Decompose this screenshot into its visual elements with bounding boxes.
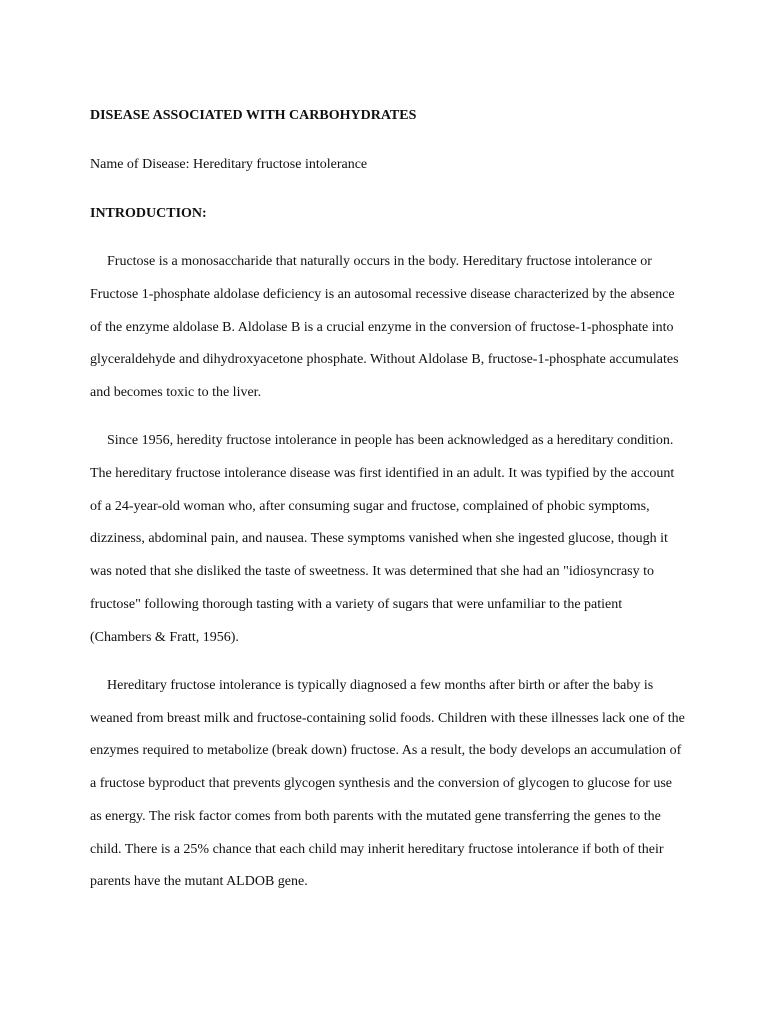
introduction-heading: INTRODUCTION: xyxy=(90,206,207,221)
paragraph-line: fructose" following thorough tasting with a variety of sugars that were unfamiliar to the patient xyxy=(90,597,623,612)
paragraph-line: Fructose is a monosaccharide that naturally occurs in the body. Hereditary fructose intolerance or xyxy=(107,254,652,269)
paragraph-line: Hereditary fructose intolerance is typically diagnosed a few months after birth or after the baby is xyxy=(107,678,654,693)
paragraph-line: a fructose byproduct that prevents glycogen synthesis and the conversion of glycogen to glucose for use xyxy=(90,776,673,791)
paragraph-line: Fructose 1-phosphate aldolase deficiency is an autosomal recessive disease characterized by the absence xyxy=(90,287,675,302)
paragraph-line: was noted that she disliked the taste of sweetness. It was determined that she had an "idiosyncrasy to xyxy=(90,564,655,579)
paragraph-line: of a 24-year-old woman who, after consuming sugar and fructose, complained of phobic symptoms, xyxy=(90,499,650,514)
document-title: DISEASE ASSOCIATED WITH CARBOHYDRATES xyxy=(90,108,417,123)
paragraph-line: The hereditary fructose intolerance disease was first identified in an adult. It was typified by the account xyxy=(90,466,675,481)
paragraph-line: dizziness, abdominal pain, and nausea. These symptoms vanished when she ingested glucose, though it xyxy=(90,531,668,546)
paragraph-line: glyceraldehyde and dihydroxyacetone phosphate. Without Aldolase B, fructose-1-phosphate accumulates xyxy=(90,352,679,367)
paragraph-line: and becomes toxic to the liver. xyxy=(90,385,262,400)
paragraph-line: (Chambers & Fratt, 1956). xyxy=(90,630,239,645)
paragraph-line: enzymes required to metabolize (break down) fructose. As a result, the body develops an accumulation of xyxy=(90,743,682,758)
paragraph-line: Since 1956, heredity fructose intolerance in people has been acknowledged as a hereditary condition. xyxy=(107,433,674,448)
paragraph-line: child. There is a 25% chance that each child may inherit hereditary fructose intolerance if both of their xyxy=(90,842,664,857)
paragraph-line: as energy. The risk factor comes from both parents with the mutated gene transferring the genes to the xyxy=(90,809,661,824)
paragraph-line: of the enzyme aldolase B. Aldolase B is a crucial enzyme in the conversion of fructose-1-phosphate into xyxy=(90,320,674,335)
paragraph-line: weaned from breast milk and fructose-containing solid foods. Children with these illnesses lack one of the xyxy=(90,711,685,726)
paragraph-line: parents have the mutant ALDOB gene. xyxy=(90,874,308,889)
disease-name-line: Name of Disease: Hereditary fructose intolerance xyxy=(90,157,368,172)
